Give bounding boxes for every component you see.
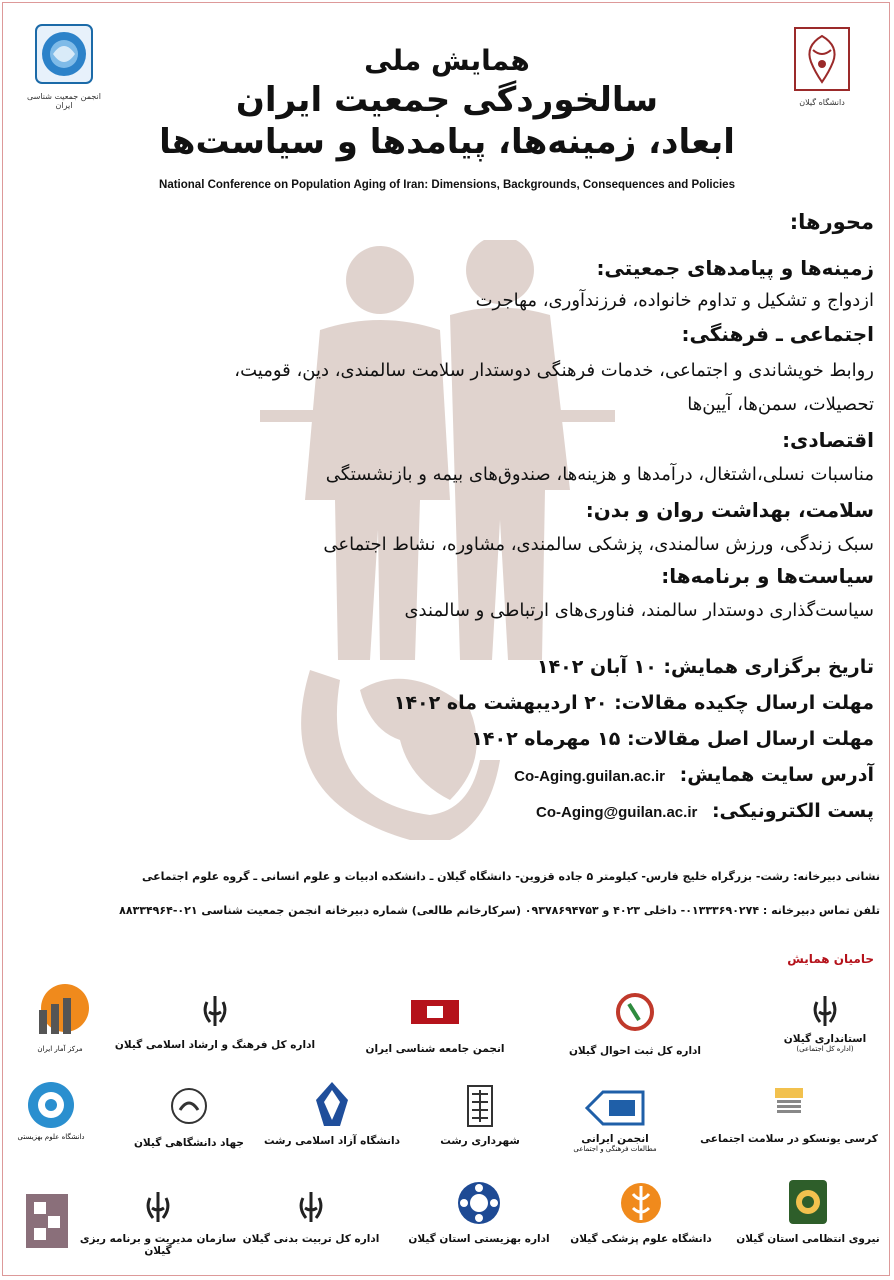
topic-title: زمینه‌ها و پیامدهای جمعیتی: bbox=[596, 256, 874, 280]
title-line-2: سالخوردگی جمعیت ایران bbox=[235, 80, 659, 120]
sponsor-name: انجمن جامعه شناسی ایران bbox=[365, 1043, 505, 1055]
english-title: National Conference on Population Aging of Iran: Dimensions, Backgrounds, Consequences and Policies bbox=[159, 179, 735, 191]
jahad-daneshgahi-icon bbox=[168, 1086, 210, 1126]
title-line-3: ابعاد، زمینه‌ها، پیامدها و سیاست‌ها bbox=[159, 122, 735, 162]
conference-date: تاریخ برگزاری همایش: ۱۰ آبان ۱۴۰۲ bbox=[536, 656, 874, 678]
sponsor-name: دانشگاه آزاد اسلامی رشت bbox=[264, 1135, 400, 1147]
sponsor-civil-registration bbox=[560, 992, 710, 1057]
topic-line: سیاست‌گذاری دوستدار سالمند، فناوری‌های ارتباطی و سالمندی bbox=[404, 600, 874, 621]
sponsor-name: دانشگاه علوم پزشکی گیلان bbox=[570, 1233, 712, 1245]
sponsor-unesco-chair bbox=[694, 1086, 884, 1145]
sponsor-name: اداره کل فرهنگ و ارشاد اسلامی گیلان bbox=[114, 1039, 316, 1051]
sponsor-police bbox=[728, 1178, 888, 1245]
sponsors-heading: حامیان همایش bbox=[787, 952, 874, 966]
sponsor-welfare-office bbox=[404, 1180, 554, 1245]
topic-title: سلامت، بهداشت روان و بدن: bbox=[585, 498, 874, 522]
sponsor-name: کرسی یونسکو در سلامت اجتماعی bbox=[700, 1133, 878, 1145]
topic-line: ازدواج و تشکیل و تداوم خانواده، فرزندآوری، مهاجرت bbox=[475, 290, 874, 311]
cultural-studies-icon bbox=[585, 1090, 645, 1126]
unesco-chair-icon bbox=[769, 1086, 809, 1120]
topic-title: سیاست‌ها و برنامه‌ها: bbox=[661, 564, 874, 588]
sponsor-extra-logo bbox=[22, 1192, 72, 1253]
website-link[interactable]: Co-Aging.guilan.ac.ir bbox=[514, 768, 666, 785]
email-link[interactable]: Co-Aging@guilan.ac.ir bbox=[536, 804, 698, 821]
sponsor-sports-office bbox=[236, 1188, 386, 1245]
topic-line: تحصیلات، سمن‌ها، آیین‌ها bbox=[687, 394, 874, 415]
topic-title: اقتصادی: bbox=[782, 428, 874, 452]
sponsor-sub: (اداره کل اجتماعی) bbox=[796, 1045, 854, 1053]
welfare-office-icon bbox=[456, 1180, 502, 1226]
logo-left-caption: انجمن جمعیت شناسی ایران bbox=[26, 92, 102, 110]
email-label: پست الکترونیکی: bbox=[711, 800, 874, 822]
sponsor-sub: دانشگاه علوم بهزیستی bbox=[17, 1133, 85, 1141]
sponsor-sub: مطالعات فرهنگی و اجتماعی bbox=[573, 1145, 657, 1153]
sponsor-name: استانداری گیلان bbox=[783, 1033, 867, 1045]
sponsor-sociology-association bbox=[360, 996, 510, 1055]
azad-university-icon bbox=[312, 1080, 352, 1128]
municipality-icon bbox=[466, 1084, 494, 1128]
sponsor-name: اداره کل تربیت بدنی گیلان bbox=[242, 1233, 380, 1245]
sociology-association-icon bbox=[409, 996, 461, 1028]
email-row bbox=[20, 800, 874, 822]
iran-emblem-icon bbox=[141, 1188, 175, 1226]
topic-title: اجتماعی ـ فرهنگی: bbox=[681, 322, 874, 346]
sponsor-name: شهرداری رشت bbox=[440, 1135, 520, 1147]
iran-emblem-icon bbox=[294, 1188, 328, 1226]
statistics-center-icon bbox=[29, 980, 91, 1042]
sponsor-name: انجمن ایرانی bbox=[581, 1133, 649, 1145]
topic-line: سبک زندگی، ورزش سالمندی، پزشکی سالمندی، مشاوره، نشاط اجتماعی bbox=[323, 534, 874, 555]
paper-deadline: مهلت ارسال اصل مقالات: ۱۵ مهرماه ۱۴۰۲ bbox=[471, 728, 874, 750]
sponsor-azad-university bbox=[262, 1080, 402, 1147]
sponsor-rasht-municipality bbox=[430, 1084, 530, 1147]
police-emblem-icon bbox=[787, 1178, 829, 1226]
sponsor-welfare-university bbox=[16, 1080, 86, 1141]
abstract-deadline: مهلت ارسال چکیده مقالات: ۲۰ اردیبهشت ماه ۱۴۰۲ bbox=[393, 692, 874, 714]
sponsor-cultural-studies bbox=[550, 1090, 680, 1153]
topic-line: روابط خویشاندی و اجتماعی، خدمات فرهنگی دوستدار سلامت سالمندی، دین، قومیت، bbox=[234, 360, 874, 381]
guilan-university-logo bbox=[786, 26, 858, 107]
iran-emblem-icon bbox=[808, 992, 842, 1030]
sponsor-name: اداره بهزیستی استان گیلان bbox=[408, 1233, 550, 1245]
website-label: آدرس سایت همایش: bbox=[679, 764, 874, 786]
sponsor-jahad-daneshgahi bbox=[124, 1086, 254, 1149]
logo-right-caption: دانشگاه گیلان bbox=[799, 98, 845, 107]
sponsor-sub: مرکز آمار ایران bbox=[37, 1045, 83, 1053]
globe-icon bbox=[35, 24, 93, 86]
iran-emblem-icon bbox=[198, 992, 232, 1030]
sponsor-name: جهاد دانشگاهی گیلان bbox=[133, 1137, 245, 1149]
sponsor-statistical-center bbox=[20, 980, 100, 1053]
sponsor-planning-org bbox=[78, 1188, 238, 1257]
medical-university-icon bbox=[619, 1180, 663, 1226]
sponsor-name: نیروی انتظامی استان گیلان bbox=[736, 1233, 880, 1245]
population-association-logo bbox=[18, 24, 110, 110]
topic-line: مناسبات نسلی،اشتغال، درآمدها و هزینه‌ها، صندوق‌های بیمه و بازنشستگی bbox=[325, 464, 874, 485]
secretariat-phone: تلفن تماس دبیرخانه : ۰۱۳۳۳۶۹۰۲۷۴- داخلی ۴۰۲۳ و ۰۹۳۷۸۶۹۴۷۵۳ (سرکارخانم طالعی) شماره دبیرخانه انجمن جمعیت شناسی ۰۲۱-۸۸۳۳۴۹۶۴ bbox=[119, 904, 880, 917]
secretariat-address: نشانی دبیرخانه: رشت- بزرگراه خلیج فارس- کیلومتر ۵ جاده قزوین- دانشگاه گیلان ـ دانشکده ادبیات و علوم انسانی ـ گروه علوم اجتماعی bbox=[141, 870, 880, 883]
axes-heading: محورها: bbox=[789, 210, 874, 234]
website-row bbox=[20, 764, 874, 786]
university-emblem-icon bbox=[791, 26, 853, 92]
title-line-1: همایش ملی bbox=[364, 44, 530, 77]
sponsor-name: سازمان مدیریت و برنامه ریزی گیلان bbox=[79, 1233, 237, 1257]
sponsor-medical-university bbox=[566, 1180, 716, 1245]
sponsor-governorate bbox=[760, 992, 890, 1053]
sponsor-name: اداره کل ثبت احوال گیلان bbox=[568, 1045, 702, 1057]
sponsor-culture-guidance bbox=[110, 992, 320, 1051]
registration-logo-icon bbox=[615, 992, 655, 1032]
welfare-university-icon bbox=[26, 1080, 76, 1130]
institute-logo-icon bbox=[24, 1192, 70, 1250]
